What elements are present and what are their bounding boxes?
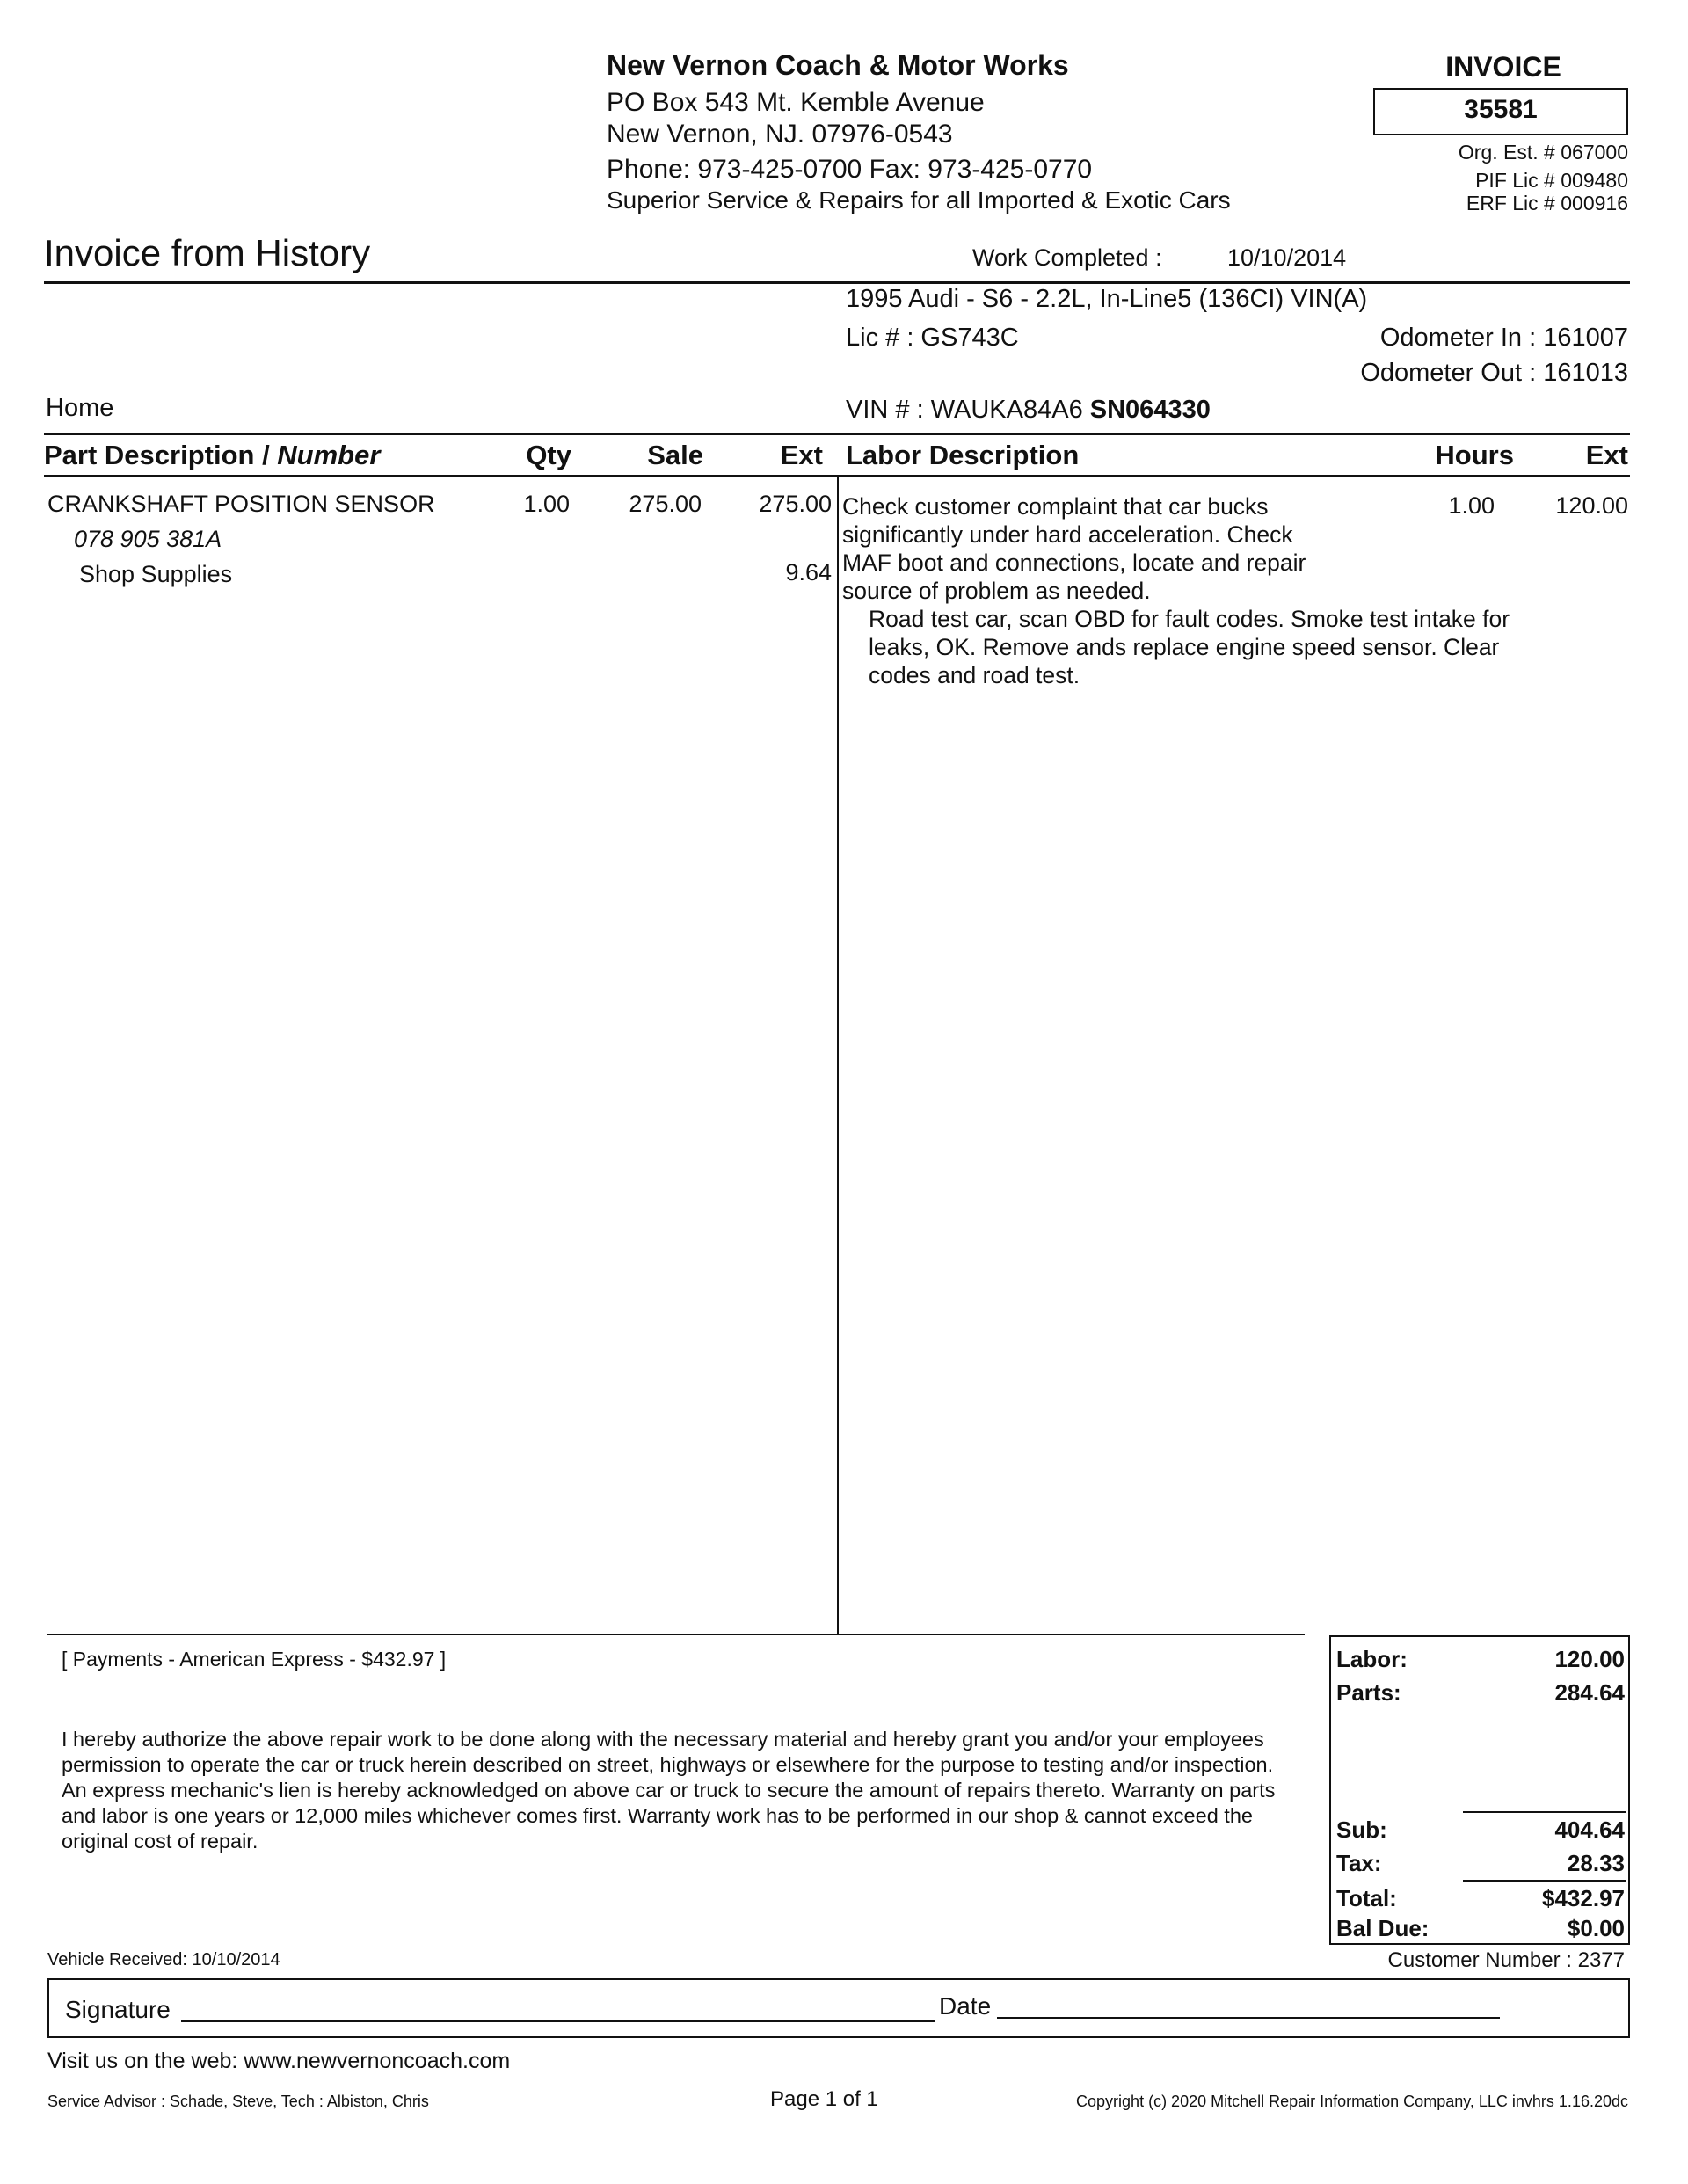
invoice-label: INVOICE	[1445, 51, 1561, 83]
shop-phone-fax: Phone: 973-425-0700 Fax: 973-425-0770	[607, 155, 1093, 184]
parts-header-description	[44, 440, 380, 471]
footer-divider	[47, 1634, 1305, 1635]
parts-header-description-label: Part Description	[44, 440, 255, 470]
odometer-out: Odometer Out : 161013	[1360, 359, 1628, 387]
erf-license: ERF Lic # 000916	[1466, 192, 1628, 215]
date-label: Date	[939, 1992, 992, 2020]
labor-ext: 120.00	[1555, 492, 1628, 519]
parts-header-sale: Sale	[647, 440, 703, 470]
totals-parts-label: Parts:	[1336, 1679, 1401, 1706]
copyright-text: Copyright (c) 2020 Mitchell Repair Information Company, LLC invhrs 1.16.20dc	[1076, 2093, 1628, 2110]
vehicle-received: Vehicle Received: 10/10/2014	[47, 1950, 280, 1969]
org-est-number: Org. Est. # 067000	[1458, 141, 1628, 164]
part-ext: 275.00	[759, 491, 832, 517]
date-line[interactable]	[997, 2017, 1500, 2019]
part-qty: 1.00	[523, 491, 570, 517]
labor-note: Road test car, scan OBD for fault codes. Smoke test intake for	[869, 606, 1510, 632]
work-completed-label: Work Completed :	[972, 244, 1162, 271]
part-number: 078 905 381A	[74, 526, 222, 552]
vehicle-vin	[846, 396, 1211, 425]
service-advisor: Service Advisor : Schade, Steve, Tech : Albiston, Chris	[47, 2093, 429, 2110]
labor-line: Check customer complaint that car bucks	[842, 493, 1269, 520]
odometer-in: Odometer In : 161007	[1379, 324, 1628, 352]
labor-line: source of problem as needed.	[842, 578, 1151, 604]
totals-tax-value: 28.33	[1567, 1850, 1625, 1876]
authorization-text: I hereby authorize the above repair work to be done along with the necessary material and hereby grant you and/or your employees permission to operate the car or truck herein described on street, highways or elsewhere for the purpose to testing and/or inspection. An express mechanic's lien is hereby acknowledged on above car or truck to secure the amount of repairs thereto. Warranty on parts and labor is one years or 12,000 miles whichever comes first. Warranty work has to be performed in our shop & cannot exceed the original cost of repair.	[62, 1728, 1276, 1853]
vin-serial: SN064330	[1089, 396, 1211, 424]
shop-tagline: Superior Service & Repairs for all Imported & Exotic Cars	[607, 186, 1231, 214]
labor-header-ext: Ext	[1585, 440, 1628, 470]
total-rule	[1463, 1880, 1626, 1882]
totals-bal-value: $0.00	[1567, 1915, 1625, 1941]
totals-tax-label: Tax:	[1336, 1850, 1382, 1876]
labor-note: leaks, OK. Remove ands replace engine speed sensor. Clear	[869, 634, 1500, 660]
sub-rule	[1463, 1811, 1626, 1813]
website-text: Visit us on the web: www.newvernoncoach.com	[47, 2049, 511, 2073]
labor-header-description: Labor Description	[846, 440, 1080, 470]
parts-header-number: Number	[277, 440, 381, 470]
labor-hours: 1.00	[1448, 492, 1495, 519]
page-title: Invoice from History	[44, 232, 371, 273]
signature-line[interactable]	[181, 2020, 935, 2022]
totals-labor-value: 120.00	[1554, 1646, 1625, 1672]
vehicle-description: 1995 Audi - S6 - 2.2L, In-Line5 (136CI) VIN(A)	[846, 285, 1368, 313]
invoice-number: 35581	[1464, 95, 1538, 124]
parts-labor-divider	[837, 477, 839, 1635]
labor-note: codes and road test.	[869, 662, 1080, 688]
vehicle-license: Lic # : GS743C	[846, 324, 1019, 352]
shop-supplies-label: Shop Supplies	[79, 561, 233, 587]
title-divider	[44, 281, 1630, 284]
signature-box	[47, 1978, 1630, 2038]
part-description: CRANKSHAFT POSITION SENSOR	[47, 491, 435, 517]
work-completed-date: 10/10/2014	[1227, 244, 1347, 271]
labor-line: significantly under hard acceleration. Check	[842, 521, 1293, 548]
customer-number: Customer Number : 2377	[1387, 1948, 1625, 1972]
labor-description	[842, 492, 1510, 689]
totals-total-value: $432.97	[1542, 1885, 1625, 1911]
pif-license: PIF Lic # 009480	[1475, 169, 1628, 192]
customer-location: Home	[46, 394, 114, 422]
labor-header-hours: Hours	[1435, 440, 1514, 470]
labor-line: MAF boot and connections, locate and repair	[842, 550, 1306, 576]
signature-label: Signature	[65, 1996, 171, 2023]
shop-address-line2: New Vernon, NJ. 07976-0543	[607, 120, 953, 149]
totals-sub-label: Sub:	[1336, 1816, 1387, 1843]
totals-labor-label: Labor:	[1336, 1646, 1408, 1672]
header-top-divider	[44, 433, 1630, 435]
payments-summary: [ Payments - American Express - $432.97 ]	[62, 1648, 447, 1671]
shop-address-line1: PO Box 543 Mt. Kemble Avenue	[607, 88, 985, 117]
parts-header-qty: Qty	[526, 440, 571, 470]
totals-bal-label: Bal Due:	[1336, 1915, 1430, 1941]
parts-header-ext: Ext	[780, 440, 823, 470]
shop-supplies-ext: 9.64	[785, 559, 832, 586]
vin-prefix: VIN # : WAUKA84A6	[846, 396, 1083, 424]
shop-name: New Vernon Coach & Motor Works	[607, 49, 1069, 81]
parts-header-separator: /	[254, 440, 278, 470]
totals-sub-value: 404.64	[1554, 1816, 1625, 1843]
totals-total-label: Total:	[1336, 1885, 1397, 1911]
totals-parts-value: 284.64	[1554, 1679, 1625, 1706]
part-sale: 275.00	[629, 491, 702, 517]
page-indicator: Page 1 of 1	[770, 2087, 878, 2111]
